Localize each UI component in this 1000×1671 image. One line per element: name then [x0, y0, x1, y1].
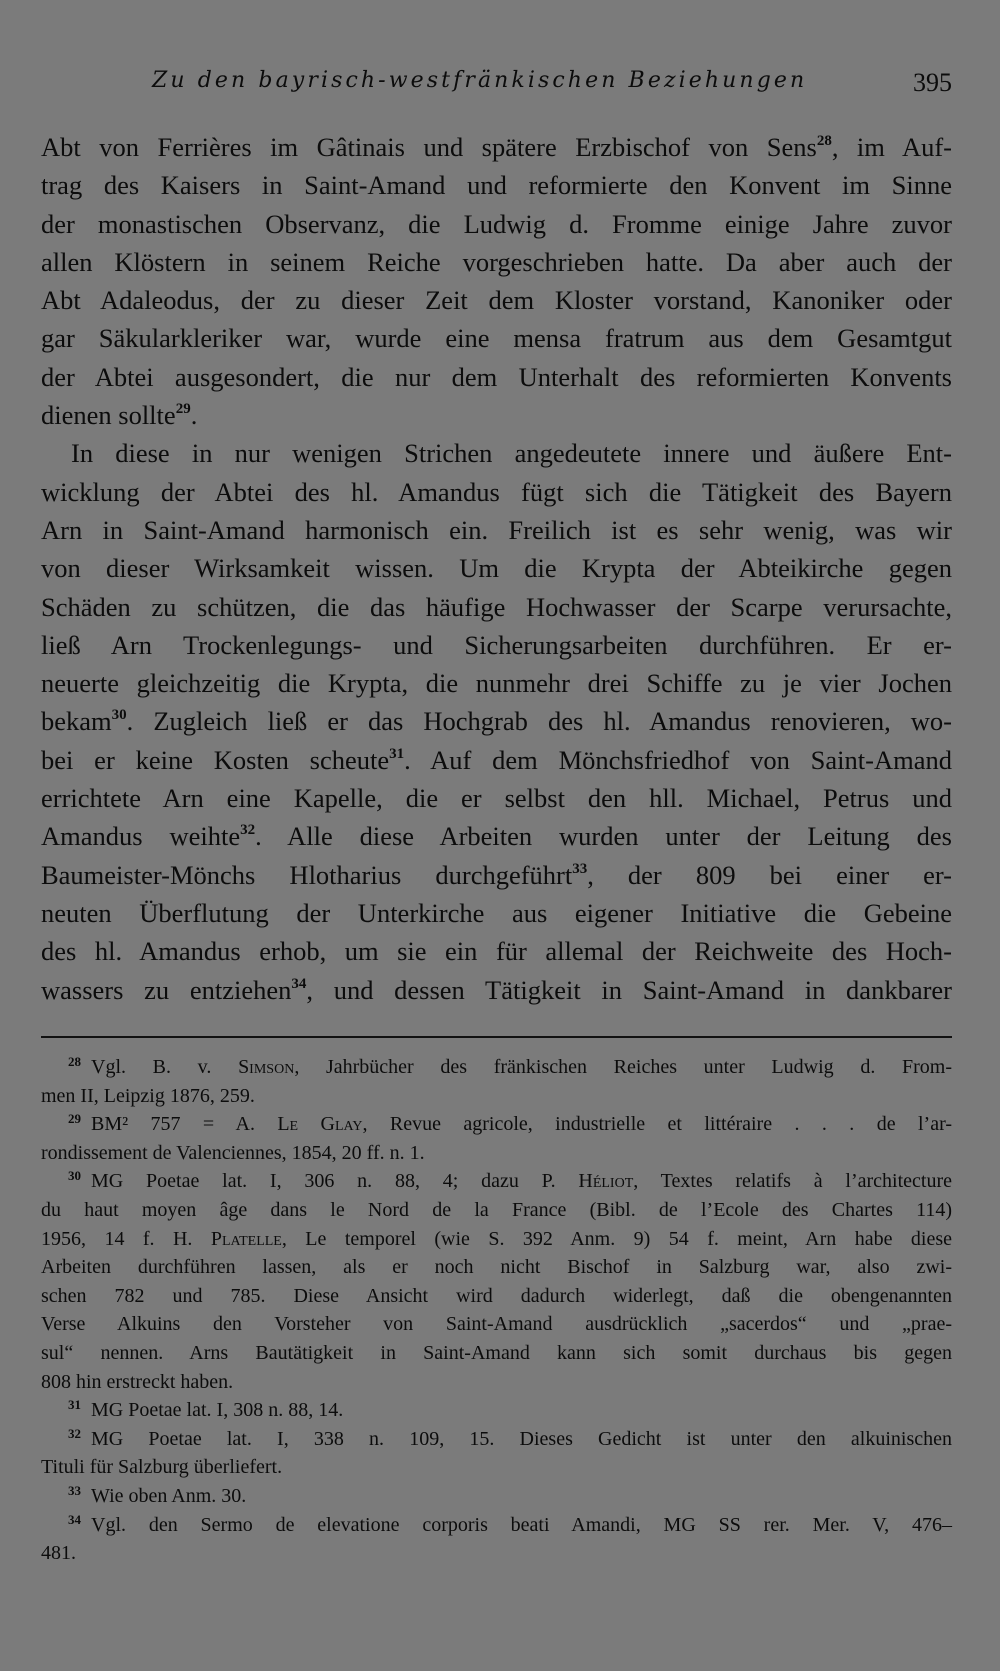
text-span: , und dessen Tätigkeit in Saint-Amand in dankbarer: [306, 974, 952, 1005]
footnote-divider: [41, 1036, 952, 1038]
text-span: . Auf dem Mönchsfriedhof von Saint-Amand: [404, 744, 952, 775]
footnote-33: [41, 1482, 952, 1511]
footnote-line: Tituli für Salzburg überliefert.: [41, 1456, 283, 1479]
footnote-line: Verse Alkuins den Vorsteher von Saint-Amand ausdrücklich „sacerdos“ und „prae-: [41, 1313, 952, 1336]
footnote-line: Arbeiten durchführen lassen, als er noch nicht Bischof in Salzburg war, also zwi-: [41, 1256, 952, 1279]
text-span: , der 809 bei einer er-: [587, 859, 952, 890]
text-line: trag des Kaisers in Saint-Amand und reformierte den Konvent im Sinne: [41, 170, 952, 201]
text-span: . Alle diese Arbeiten wurden unter der Leitung des: [255, 821, 952, 852]
text-line: Schäden zu schützen, die das häufige Hochwasser der Scarpe verursachte,: [41, 591, 952, 622]
text-line: [41, 971, 952, 1009]
text-line: errichtete Arn eine Kapelle, die er selbst den hll. Michael, Petrus und: [41, 783, 952, 814]
text-line: neuten Überflutung der Unterkirche aus eigener Initiative die Gebeine: [41, 897, 952, 928]
footnote-number: 33: [68, 1482, 81, 1498]
text-span: , Le temporel (wie S. 392 Anm. 9) 54 f. meint, Arn habe diese: [281, 1227, 952, 1250]
text-span: . Zugleich ließ er das Hochgrab des hl. Amandus renovieren, wo-: [126, 706, 952, 737]
footnote-ref[interactable]: 33: [572, 860, 588, 877]
running-title: Zu den bayrisch-westfränkischen Beziehungen: [152, 68, 808, 93]
text-line: neuerte gleichzeitig die Krypta, die nunmehr drei Schiffe zu je vier Jochen: [41, 668, 952, 699]
footnote-number: 32: [68, 1425, 81, 1441]
text-line: allen Klöstern in seinem Reiche vorgeschrieben hatte. Da aber auch der: [41, 246, 952, 277]
text-span: Vgl. den Sermo de elevatione corporis beati Amandi, MG SS rer. Mer. V, 476–: [91, 1513, 952, 1536]
footnote-28: [41, 1053, 952, 1082]
footnote-line: 808 hin erstreckt haben.: [41, 1370, 234, 1393]
author-name: Platelle: [210, 1227, 282, 1250]
footnote-line: [41, 1225, 952, 1254]
author-name: Héliot: [578, 1170, 634, 1193]
footnote-number: 29: [68, 1111, 81, 1127]
footnotes: [41, 1053, 952, 1568]
text-line: der monastischen Observanz, die Ludwig d. Fromme einige Jahre zuvor: [41, 208, 952, 239]
author-name: Simson: [238, 1056, 295, 1078]
footnote-ref[interactable]: 28: [816, 133, 832, 149]
footnote-number: 30: [68, 1168, 81, 1184]
text-span: , Jahrbücher des fränkischen Reiches unter Ludwig d. From-: [294, 1056, 952, 1078]
footnote-34: [41, 1511, 952, 1540]
running-head: [152, 68, 952, 108]
text-span: bei er keine Kosten scheute: [41, 744, 390, 775]
text-span: Vgl. B. v.: [91, 1056, 239, 1078]
page-number: 395: [913, 68, 952, 97]
text-line: [41, 817, 952, 855]
text-line: gar Säkularkleriker war, wurde eine mensa fratrum aus dem Gesamtgut: [41, 323, 952, 354]
text-line: Abt Adaleodus, der zu dieser Zeit dem Kloster vorstand, Kanoniker oder: [41, 285, 952, 316]
text-span: bekam: [41, 706, 112, 737]
text-span: Wie oben Anm. 30.: [91, 1484, 247, 1507]
text-span: MG Poetae lat. I, 338 n. 109, 15. Dieses Gedicht ist unter den alkuinischen: [91, 1427, 952, 1450]
footnote-31: [41, 1396, 952, 1425]
footnote-ref[interactable]: 29: [175, 401, 191, 418]
footnote-ref[interactable]: 31: [389, 745, 405, 762]
text-line: wicklung der Abtei des hl. Amandus fügt sich die Tätigkeit des Bayern: [41, 476, 952, 507]
footnote-line: schen 782 und 785. Diese Ansicht wird dadurch widerlegt, daß die obengenannten: [41, 1284, 952, 1307]
text-line: [41, 741, 952, 779]
text-span: , Revue agricole, industrielle et littéraire . . . de l’ar-: [362, 1113, 952, 1136]
text-span: wassers zu entziehen: [41, 974, 292, 1005]
text-span: BM² 757 = A.: [91, 1113, 278, 1136]
text-span: , Textes relatifs à l’architecture: [633, 1170, 952, 1193]
text-line: von dieser Wirksamkeit wissen. Um die Krypta der Abteikirche gegen: [41, 553, 952, 584]
footnote-line: rondissement de Valenciennes, 1854, 20 ff. n. 1.: [41, 1141, 425, 1164]
text-line: des hl. Amandus erhob, um sie ein für allemal der Reichweite des Hoch-: [41, 936, 952, 967]
text-line: der Abtei ausgesondert, die nur dem Unterhalt des reformierten Konvents: [41, 361, 952, 392]
footnote-number: 28: [68, 1054, 81, 1069]
text-span: , im Auf-: [831, 132, 952, 162]
footnote-ref[interactable]: 32: [240, 822, 256, 839]
text-line: In diese in nur wenigen Strichen angedeutete innere und äußere Ent-: [71, 438, 952, 469]
footnote-number: 31: [68, 1397, 81, 1413]
footnote-30: [41, 1167, 952, 1196]
text-line: [41, 396, 952, 434]
footnote-line: sul“ nennen. Arns Bautätigkeit in Saint-Amand kann sich somit durchaus bis gegen: [41, 1341, 952, 1364]
text-line: [41, 702, 952, 740]
text-span: MG Poetae lat. I, 306 n. 88, 4; dazu P.: [91, 1170, 579, 1193]
text-line: [41, 856, 952, 894]
text-span: Amandus weihte: [41, 821, 241, 852]
author-name: Le Glay: [277, 1113, 363, 1136]
footnote-line: du haut moyen âge dans le Nord de la France (Bibl. de l’Ecole des Chartes 114): [41, 1198, 952, 1221]
text-span: Baumeister-Mönchs Hlotharius durchgeführt: [41, 859, 573, 890]
text-span: .: [190, 400, 198, 431]
text-span: Abt von Ferrières im Gâtinais und spätere Erzbischof von Sens: [41, 132, 817, 162]
footnote-29: [41, 1110, 952, 1139]
text-span: MG Poetae lat. I, 308 n. 88, 14.: [91, 1399, 344, 1422]
text-line: Arn in Saint-Amand harmonisch ein. Freilich ist es sehr wenig, was wir: [41, 514, 952, 545]
footnote-number: 34: [68, 1511, 81, 1527]
footnote-line: men II, Leipzig 1876, 259.: [41, 1084, 255, 1107]
footnote-line: 481.: [41, 1542, 76, 1565]
main-text: [41, 128, 952, 1009]
footnote-ref[interactable]: 34: [291, 975, 307, 992]
footnote-32: [41, 1425, 952, 1454]
footnote-ref[interactable]: 30: [111, 707, 127, 724]
text-line: [41, 128, 952, 166]
text-span: 1956, 14 f. H.: [41, 1227, 211, 1250]
text-span: dienen sollte: [41, 400, 176, 431]
text-line: ließ Arn Trockenlegungs- und Sicherungsarbeiten durchführen. Er er-: [41, 629, 952, 660]
